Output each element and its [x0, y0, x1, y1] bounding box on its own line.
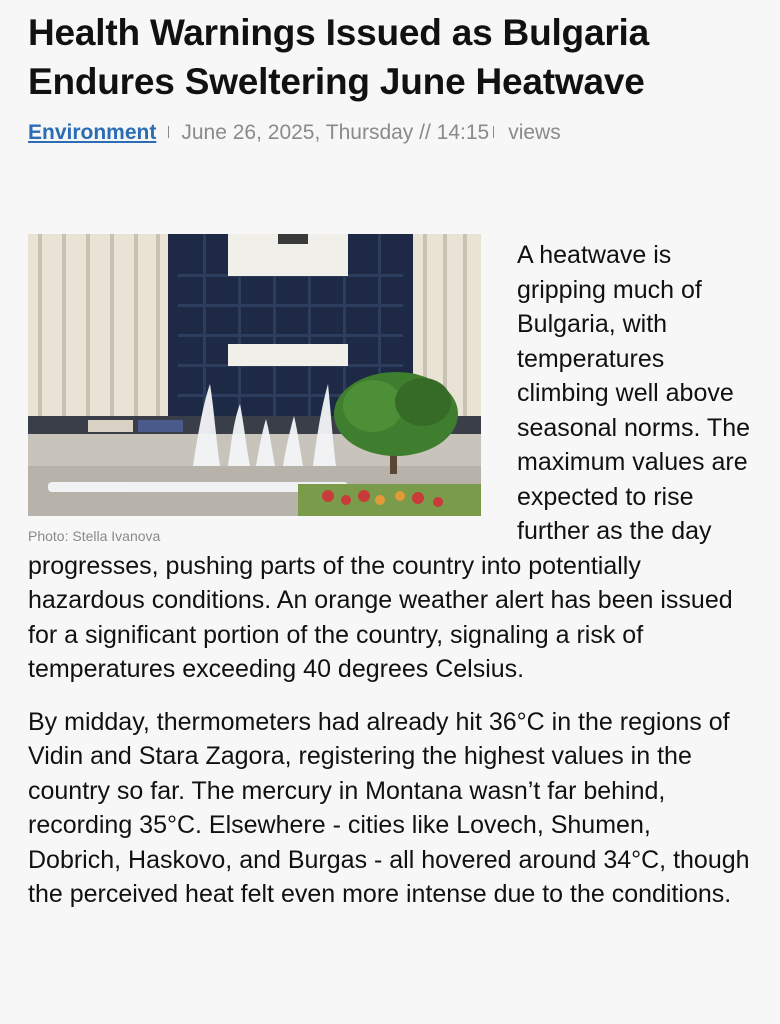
article-figure — [28, 234, 481, 545]
article-paragraph: A heatwave is gripping much of Bulgaria, with temperatures climbing well above seasonal norms. The maximum values are expected to rise further as the day progresses, pushing parts of the country into potentially hazardous conditions. An orange weather alert has been issued for a significant portion of the country, signaling a risk of temperatures exceeding 40 degrees Celsius. — [28, 241, 750, 683]
article-paragraph: By midday, thermometers had already hit 36°C in the regions of Vidin and Stara Zagora, registering the highest values in the country so far. The mercury in Montana wasn’t far behind, recording 35°C. Elsewhere - cities like Lovech, Shumen, Dobrich, Haskovo, and Burgas - all hovered around 34°C, though the perceived heat felt even more intense due to the conditions. — [28, 707, 750, 908]
article — [28, 0, 750, 912]
meta-separator — [168, 126, 169, 138]
article-photo — [28, 234, 481, 516]
article-meta — [28, 120, 750, 146]
article-headline: Health Warnings Issued as Bulgaria Endures Sweltering June Heatwave — [28, 12, 649, 102]
views-label: views — [508, 121, 561, 144]
category-link[interactable]: Environment — [28, 121, 157, 144]
article-body — [28, 146, 750, 912]
meta-separator — [493, 126, 494, 138]
publish-date: June 26, 2025, Thursday // 14:15 — [181, 121, 490, 144]
photo-caption: Photo: Stella Ivanova — [28, 528, 161, 544]
